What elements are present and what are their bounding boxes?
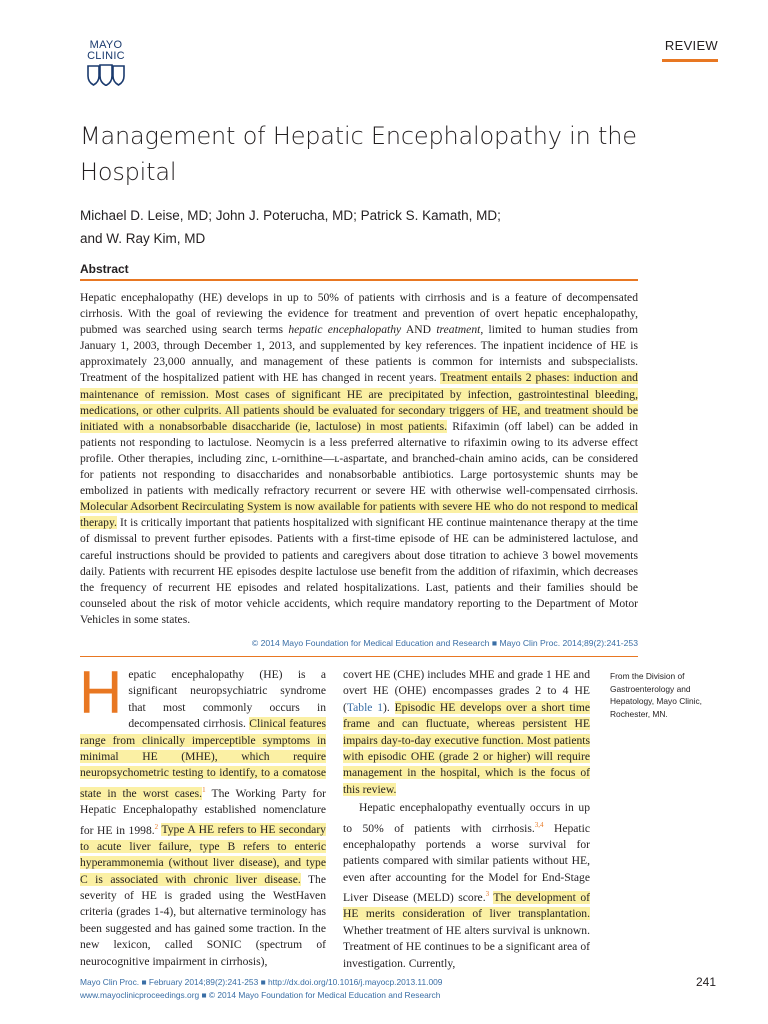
body-text: The severity of HE is graded using the WestHaven criteria (grades 1-4), but alternative terminology has been suggested and has gained some traction. In the new lexicon, called SONIC (spectrum of neurocognitive impairment in cirrhosis), xyxy=(80,872,327,968)
body-text: Hepatic encephalopathy eventually occurs in up to 50% of patients with cirrhosis. xyxy=(343,801,590,835)
separator-square: ■ xyxy=(260,977,266,987)
logo-text-clinic: CLINIC xyxy=(87,50,125,62)
footer-line-1 xyxy=(80,976,442,989)
abstract-copyright xyxy=(252,638,638,648)
body-column-1 xyxy=(79,659,327,970)
abstract-sentence: It is critically important that patients hospitalized with significant HE continue maintenance therapy at the time of dismissal to prevent further episodes. Patients with a first-time episode of HE can be administered lactulose, and careful instructions should be provided to patients and caregivers about dose titration to achieve 3 bowel movements daily. Patients with recurrent HE episodes despite lactulose use benefit from the addition of rifaximin, which decreases the frequency of recurrent HE episodes and related hospitalizations. Last, patients and their families should be counseled about the risk of motor vehicle accidents, which require mandatory reporting to the Department of Motor Vehicles in some states. xyxy=(80,516,638,626)
body-text: The Working Party for Hepatic Encephalopathy established nomenclature for HE in 1998. xyxy=(80,786,326,837)
abstract-highlight[interactable]: Treatment entails 2 phases: induction and maintenance of remission. Most cases of significant HE are precipitated by infection, gastrointestinal bleeding, medications, or other culprits. All patients should be evaluated for secondary triggers of HE, and treatment should be initiated with a nonabsorbable disaccharide (ie, lactulose) in most patients. xyxy=(80,371,638,433)
logo-text-mayo: MAYO xyxy=(89,39,123,51)
footer-copyright: © 2014 Mayo Foundation for Medical Education and Research xyxy=(208,989,441,1000)
abstract-heading: Abstract xyxy=(80,262,129,276)
separator-square: ■ xyxy=(141,977,147,987)
reference-link[interactable]: 1 xyxy=(202,785,206,794)
body-highlight[interactable]: Episodic HE develops over a short time frame and can fluctuate, whereas persistent HE impairs day-to-day executive function. Most patients with episodic OHE (grade 2 or higher) will require management in the hospital, which is the focus of this review. xyxy=(343,700,590,796)
copyright-text: © 2014 Mayo Foundation for Medical Education and Research xyxy=(251,638,490,648)
authors-line-2: and W. Ray Kim, MD xyxy=(80,231,206,246)
reference-link[interactable]: 3,4 xyxy=(534,820,544,829)
abstract-sentence: , limited to human studies from January 1, 2003, through December 1, 2013, and supplemented by key references. The inpatient incidence of HE is approximately 23,000 annually, and management of these patients is common for internists and subspecialists. Treatment of the hospitalized patient with HE has changed in recent years. xyxy=(80,323,638,385)
body-text: ). xyxy=(383,700,395,714)
abstract-sentence: Rifaximin (off label) can be added in patients not responding to lactulose. Neomycin is a less preferred alternative to rifaximin owing to its adverse effect profile. Other therapies, including zinc, ʟ-ornithine—ʟ-aspartate, and branched-chain amino acids, can be considered for patients not responding to disaccharides and nonabsorbable antibiotics. Large portosystemic shunts may be embolized in patients with medically refractory recurrent or severe HE with otherwise well-compensated cirrhosis. xyxy=(80,419,638,498)
table-link[interactable]: Table 1 xyxy=(346,700,384,714)
body-highlight[interactable]: The development of HE merits consideration of liver transplantation. xyxy=(343,891,590,921)
mayo-shields-icon xyxy=(86,64,126,86)
body-text: epatic encephalopathy (HE) is a significant neuropsychiatric syndrome that most commonly occurs in decompensated cirrhosis. xyxy=(128,668,326,731)
body-text: Hepatic encephalopathy portends a worse survival for patients compared with similar patients without HE, even after accounting for the Model for End-Stage Liver Disease (MELD) score. xyxy=(343,821,590,904)
doi-link[interactable]: http://dx.doi.org/10.1016/j.mayocp.2013.11.009 xyxy=(267,977,443,987)
abstract-sentence: Hepatic encephalopathy (HE) develops in up to 50% of patients with cirrhosis and is a feature of decompensated cirrhosis. With the goal of reviewing the evidence for treatment and prevention of overt hepatic encephalopathy, pubmed was searched using search terms xyxy=(80,291,638,337)
abstract-text xyxy=(80,290,638,628)
reference-link[interactable]: 2 xyxy=(154,822,159,831)
article-title: Management of Hepatic Encephalopathy in the Hospital xyxy=(80,122,637,186)
mayo-clinic-logo xyxy=(80,40,132,86)
abstract-rule xyxy=(80,279,638,281)
author-list xyxy=(80,204,640,250)
abstract-search-term: treatment xyxy=(436,323,481,337)
section-rule xyxy=(662,59,718,62)
separator-square: ■ xyxy=(491,638,498,648)
abstract-operator: AND xyxy=(401,323,437,337)
reference-link[interactable]: 3 xyxy=(485,890,490,899)
body-rule xyxy=(80,656,638,657)
body-text: covert HE (CHE) includes MHE and grade 1 HE and overt HE (OHE) encompasses grades 2 to 4 HE ( xyxy=(343,668,590,714)
section-label: REVIEW xyxy=(664,38,718,53)
body-text: Whether treatment of HE alters survival is unknown. Treatment of HE continues to be a significant area of investigation. Currently, xyxy=(343,923,590,970)
drop-cap: H xyxy=(79,659,123,726)
body-paragraph xyxy=(343,800,590,972)
body-highlight[interactable]: Clinical features range from clinically imperceptible symptoms in minimal HE (MHE), which require neuropsychometric testing to identify, to a comatose state in the worst cases. xyxy=(80,717,326,800)
website-link[interactable]: www.mayoclinicproceedings.org xyxy=(80,989,200,1000)
footer-issue: February 2014;89(2):241-253 xyxy=(148,977,259,987)
author-affiliation: From the Division of Gastroenterology and Hepatology, Mayo Clinic, Rochester, MN. xyxy=(610,671,703,719)
authors-line-1: Michael D. Leise, MD; John J. Poterucha, MD; Patrick S. Kamath, MD; xyxy=(80,208,501,223)
abstract-highlight[interactable]: Molecular Adsorbent Recirculating System is now available for patients with severe HE who do not respond to medical therapy. xyxy=(80,500,638,530)
page-footer xyxy=(80,976,442,1001)
abstract-search-term: hepatic encephalopathy xyxy=(288,323,402,337)
citation-text: Mayo Clin Proc. 2014;89(2):241-253 xyxy=(499,638,638,648)
footer-journal: Mayo Clin Proc. xyxy=(80,977,140,987)
footer-line-2 xyxy=(80,989,442,1002)
separator-square: ■ xyxy=(201,989,207,1000)
body-column-2 xyxy=(343,667,590,972)
page-number: 241 xyxy=(695,975,716,989)
body-highlight[interactable]: Type A HE refers to HE secondary to acute liver failure, type B refers to enteric hyperammonemia (without liver disease), and type C is associated with chronic liver disease. xyxy=(80,823,326,886)
